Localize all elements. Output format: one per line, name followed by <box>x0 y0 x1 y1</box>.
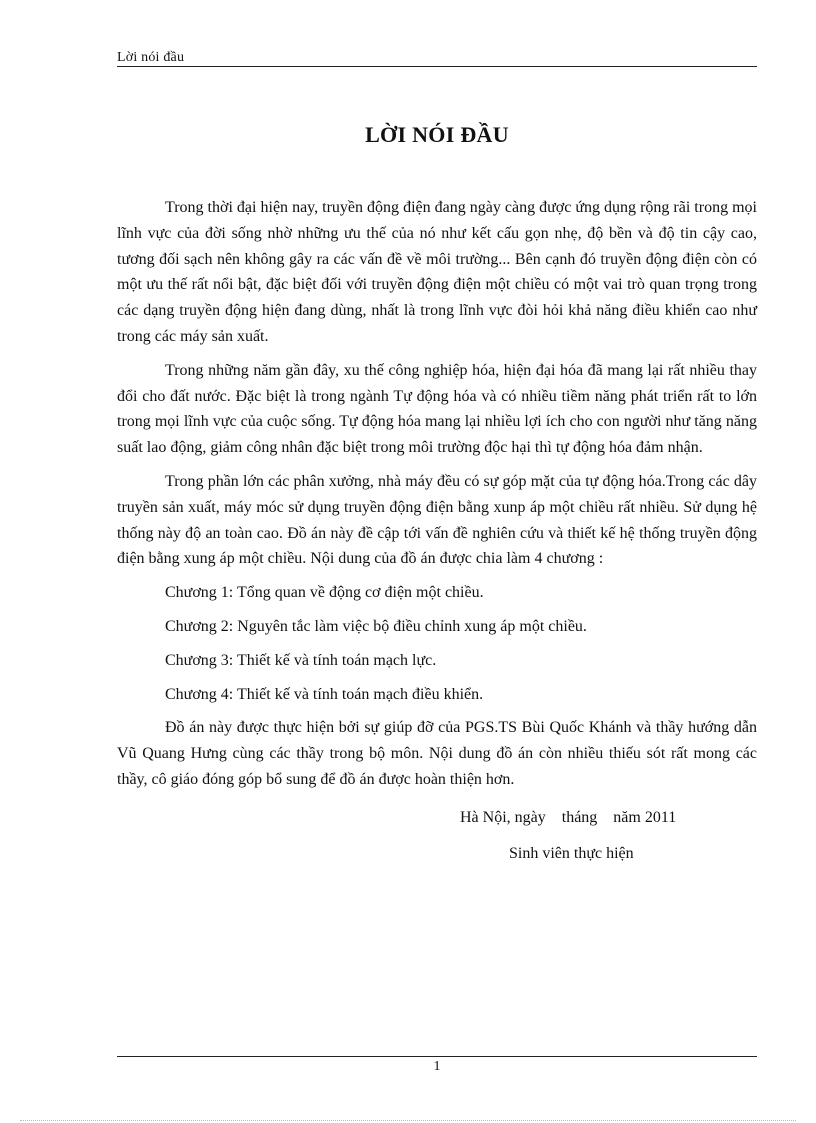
paragraph-1: Trong thời đại hiện nay, truyền động điện đang ngày càng được ứng dụng rộng rãi trong mọi lĩnh vực của đời sống nhờ những ưu thế của nó như kết cấu gọn nhẹ, độ bền và độ tin cậy cao, tương đối sạch nên không gây ra các vấn đề về môi trường... Bên cạnh đó truyền động điện còn có một ưu thế rất nổi bật, đặc biệt đối với truyền động điện một chiều có một vai trò quan trọng trong các dạng truyền động hiện đang dùng, nhất là trong lĩnh vực đòi hỏi khả năng điều khiển cao như trong các máy sản xuất. <box>117 199 757 345</box>
closing-paragraph: Đồ án này được thực hiện bởi sự giúp đỡ của PGS.TS Bùi Quốc Khánh và thầy hướng dẫn Vũ Quang Hưng cùng các thầy trong bộ môn. Nội dung đồ án còn nhiều thiếu sót rất mong các thầy, cô giáo đóng góp bổ sung để đồ án được hoàn thiện hơn. <box>117 719 757 788</box>
running-header: Lời nói đầu <box>117 50 185 65</box>
paragraph-2: Trong những năm gần đây, xu thế công nghiệp hóa, hiện đại hóa đã mang lại rất nhiều thay đổi cho đất nước. Đặc biệt là trong ngành Tự động hóa và có nhiều tiềm năng phát triển rất to lớn trong mọi lĩnh vực của cuộc sống. Tự động hóa mang lại nhiều lợi ích cho con người như tăng năng suất lao động, giảm công nhân đặc biệt trong môi trường độc hại thì tự động hóa đảm nhận. <box>117 361 757 457</box>
header-divider <box>117 66 757 67</box>
chapter-item-1: Chương 1: Tổng quan về động cơ điện một chiều. <box>165 584 484 602</box>
signature-date: Hà Nội, ngày tháng năm 2011 <box>460 808 677 826</box>
page-edge-divider <box>20 1120 796 1121</box>
document-body <box>117 195 757 866</box>
page-title: LỜI NÓI ĐẦU <box>365 122 509 147</box>
chapter-item-2: Chương 2: Nguyên tắc làm việc bộ điều chỉnh xung áp một chiều. <box>165 617 587 635</box>
signature-name: Sinh viên thực hiện <box>509 844 634 862</box>
page-number: 1 <box>433 1059 441 1074</box>
paragraph-3: Trong phần lớn các phân xưởng, nhà máy đều có sự góp mặt của tự động hóa.Trong các dây truyền sản xuất, máy móc sử dụng truyền động điện bằng xunp áp một chiều rất nhiều. Sử dụng hệ thống này độ an toàn cao. Đồ án này đề cập tới vấn đề nghiên cứu và thiết kế hệ thống truyền động điện bằng xung áp một chiều. Nội dung của đồ án được chia làm 4 chương : <box>117 472 757 568</box>
footer-divider <box>117 1056 757 1057</box>
chapter-item-4: Chương 4: Thiết kế và tính toán mạch điều khiển. <box>165 685 484 703</box>
chapter-item-3: Chương 3: Thiết kế và tính toán mạch lực. <box>165 651 437 669</box>
